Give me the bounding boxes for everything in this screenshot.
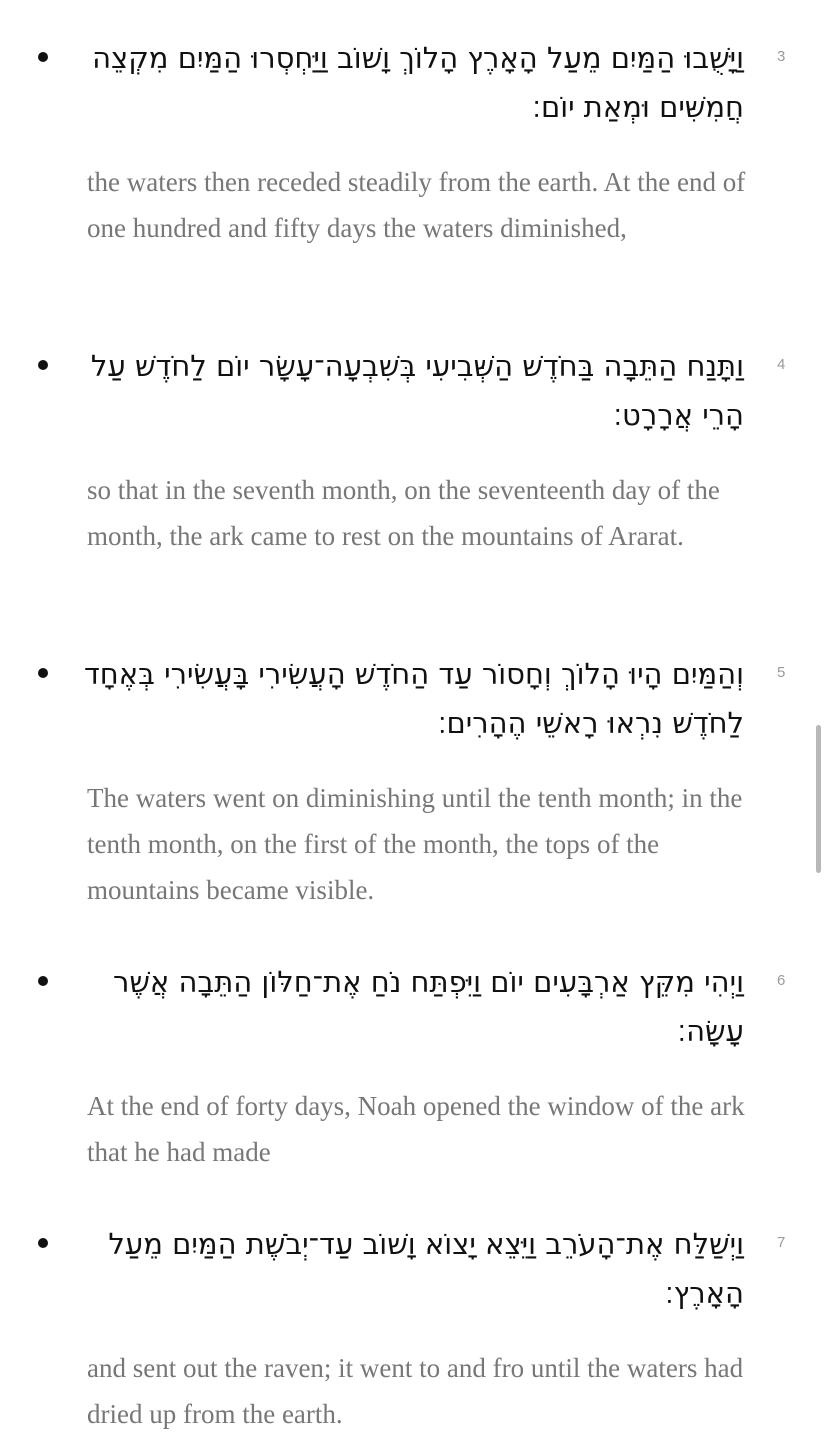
hebrew-text: וְהַמַּיִם הָיוּ הָלוֹךְ וְחָסוֹר עַד הַחֹדֶשׁ הָעֲשִׂירִי בָּעֲשִׂירִי בְּאֶחָד לַחֹדֶשׁ נִרְאוּ רָאשֵׁי הֶהָרִים׃ — [83, 657, 744, 740]
english-translation: and sent out the raven; it went to and fro until the waters had dried up from the earth. — [87, 1353, 744, 1429]
verse-bullet — [38, 360, 48, 370]
hebrew-text: וַיָּשֻׁבוּ הַמַּיִם מֵעַל הָאָרֶץ הָלוֹךְ וָשׁוֹב וַיַּחְסְרוּ הַמַּיִם מִקְצֵה חֲמִשִּׁים וּמְאַת יוֹם׃ — [92, 41, 744, 124]
verse-bullet — [38, 668, 48, 678]
english-translation: The waters went on diminishing until the tenth month; in the tenth month, on the first of the month, the tops of the mountains became visible. — [87, 783, 743, 905]
english-translation: so that in the seventh month, on the seventeenth day of the month, the ark came to rest on the mountains of Ararat. — [87, 475, 720, 551]
verse-number: 4 — [777, 356, 786, 373]
verse-number: 6 — [777, 972, 786, 989]
hebrew-text: וַתָּנַח הַתֵּבָה בַּחֹדֶשׁ הַשְּׁבִיעִי בְּשִׁבְעָה־עָשָׂר יוֹם לַחֹדֶשׁ עַל הָרֵי אֲרָרָט׃ — [90, 349, 744, 432]
verse-number: 7 — [777, 1234, 786, 1251]
verse-bullet — [38, 1238, 48, 1248]
verse-number: 3 — [777, 48, 786, 65]
verse-bullet — [38, 52, 48, 62]
vertical-scrollbar[interactable] — [816, 725, 821, 873]
verse-number: 5 — [777, 664, 786, 681]
english-translation: At the end of forty days, Noah opened the window of the ark that he had made — [87, 1091, 745, 1167]
hebrew-text: וַיְהִי מִקֵּץ אַרְבָּעִים יוֹם וַיִּפְתַּח נֹחַ אֶת־חַלּוֹן הַתֵּבָה אֲשֶׁר עָשָׂה׃ — [112, 965, 744, 1048]
hebrew-text: וַיְשַׁלַּח אֶת־הָעֹרֵב וַיֵּצֵא יָצוֹא וָשׁוֹב עַד־יְבֹשֶׁת הַמַּיִם מֵעַל הָאָרֶץ׃ — [108, 1227, 744, 1310]
english-translation: the waters then receded steadily from the earth. At the end of one hundred and fifty days the waters diminished, — [87, 167, 746, 243]
verse-bullet — [38, 976, 48, 986]
